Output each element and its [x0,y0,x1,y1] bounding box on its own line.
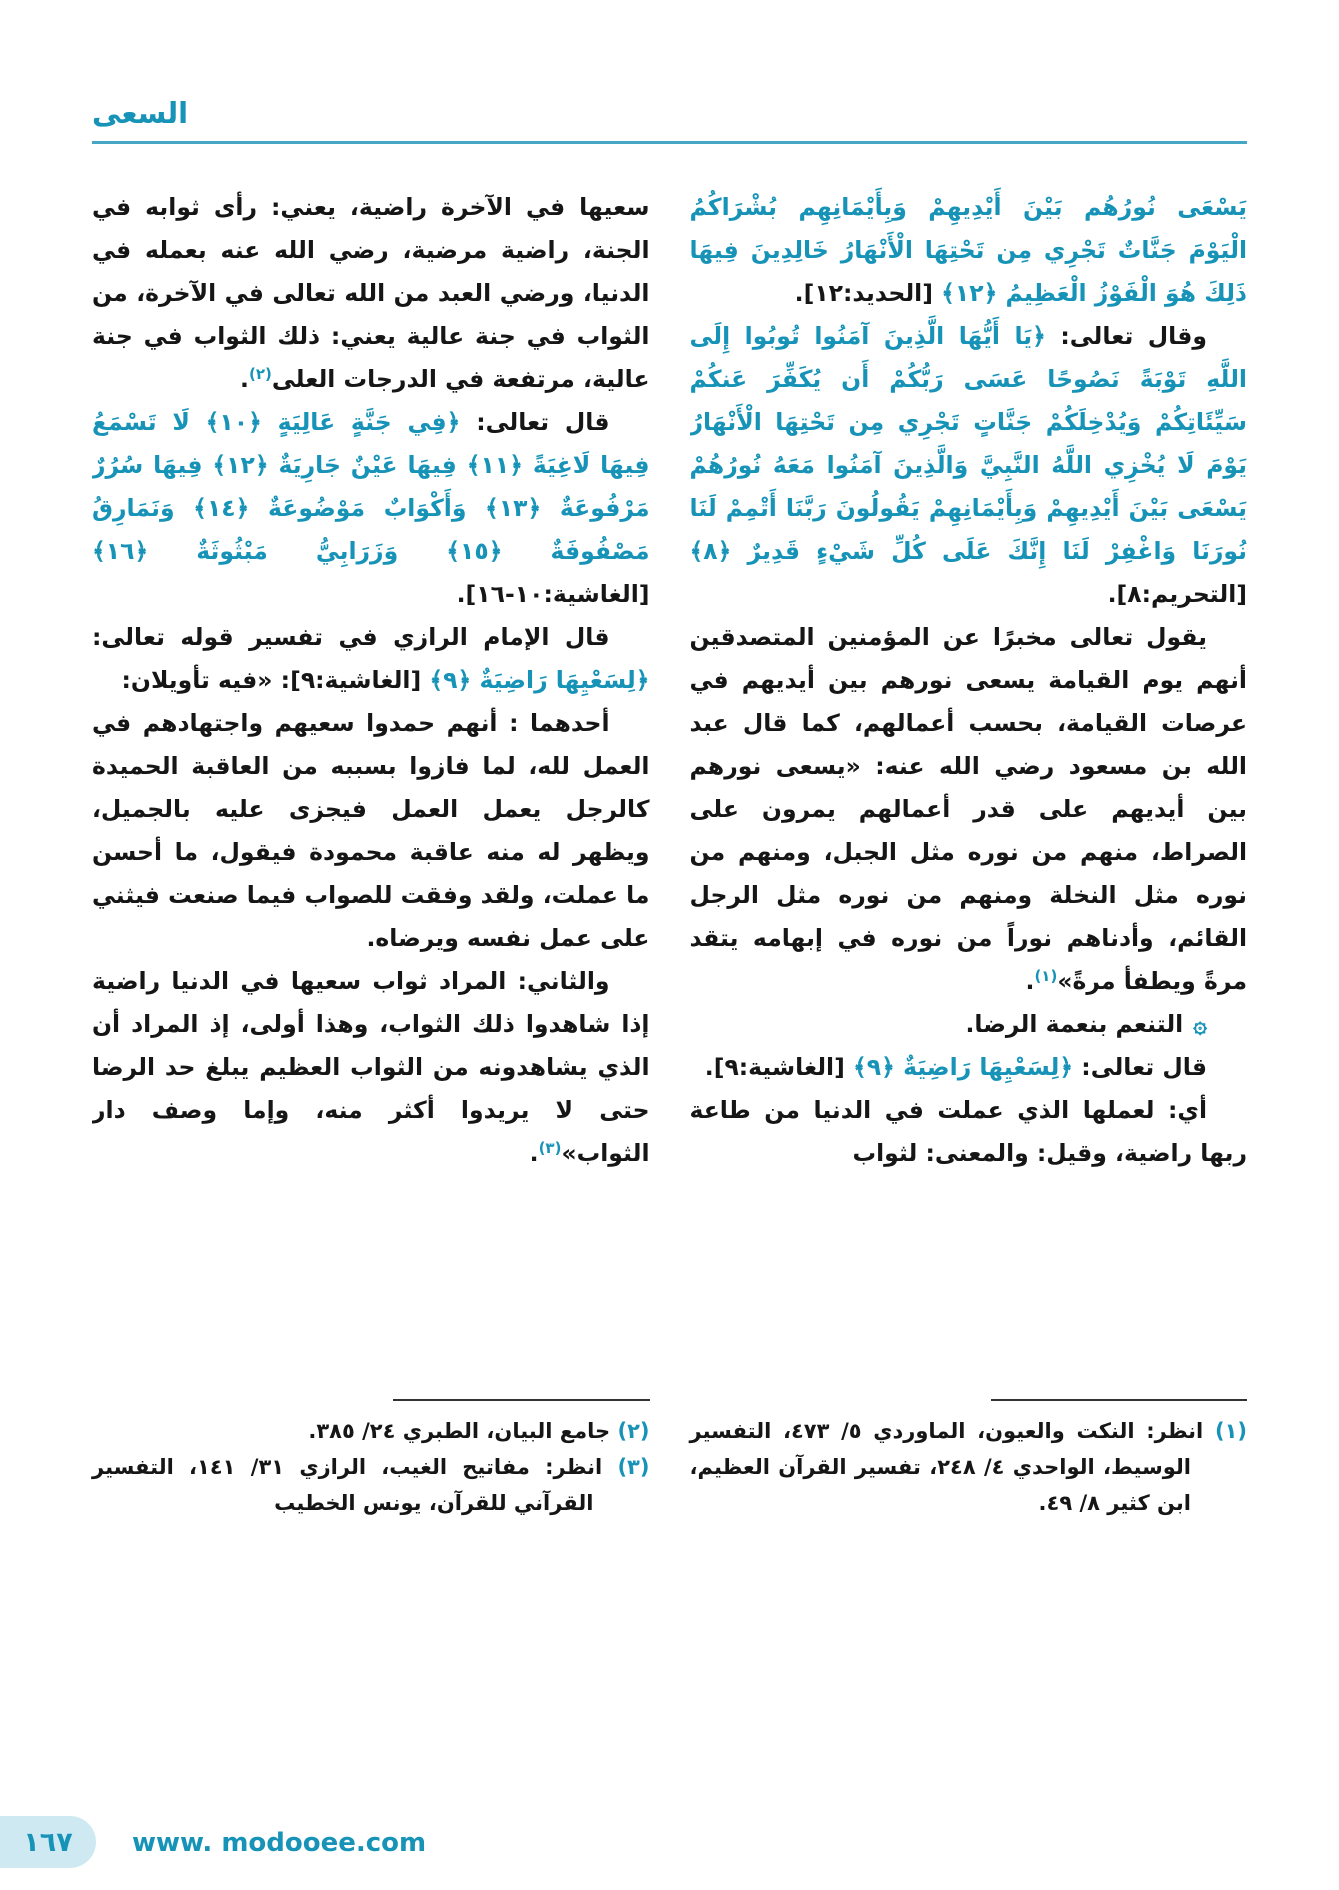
page-header [92,0,1247,144]
body-text: . [529,1138,539,1167]
quran-verse-tahrim [690,315,1248,616]
website-url: www. modooee.com [132,1828,427,1858]
body-text: . [240,364,249,393]
razi-quote-intro [92,616,650,702]
footnote-text: جامع البيان، الطبري ٢٤/ ٣٨٥. [308,1418,618,1443]
rosette-icon: ۞ [1193,1009,1207,1038]
quran-verse-text: ﴿لِسَعْيِهَا رَاضِيَةٌ ﴿٩﴾ [421,665,650,694]
continuation-paragraph [92,186,650,401]
footnote-marker: (٢) [617,1418,650,1443]
footnote [92,1413,650,1449]
footnote-ref: (٣) [538,1138,562,1157]
verse-citation [690,1046,1248,1089]
footnote-marker: (١) [1214,1418,1247,1443]
verse-reference: [الغاشية:٩]. [704,1052,845,1081]
page-header-title: السعى [92,96,189,130]
tafsir-paragraph [690,1089,1248,1175]
footnote-ref: (١) [1034,966,1058,985]
body-text: : «فيه تأويلان: [121,665,291,694]
body-text: قال الإمام الرازي في تفسير قوله تعالى: [92,622,610,651]
body-text: يقول تعالى مخبرًا عن المؤمنين المتصدقين أنهم يوم القيامة يسعى نورهم بين أيديهم في عرصات القيامة، بحسب أعمالهم، كما قال عبد الله بن مسعود رضي الله عنه: «يسعى نورهم بين أيديهم على قدر أعمالهم يمرون على الصراط، منهم من نوره مثل الجبل، ومنهم من نوره مثل النخلة ومنهم من نوره مثل الرجل القائم، وأدناهم نوراً من نوره في إبهامه يتقد مرةً ويطفأ مرةً» [689,622,1247,995]
verse-reference: [الغاشية:١٠-١٦]. [456,579,650,608]
footnote-divider [393,1399,649,1401]
page-body [92,186,1247,1521]
body-text: والثاني: المراد ثواب سعيها في الدنيا راضية إذا شاهدوا ذلك الثواب، وهذا أولى، إذ المراد أن الذي يشاهدونه من الثواب العظيم يبلغ حد الرضا حتى لا يريدوا أكثر منه، وإما وصف دار الثواب» [92,966,650,1167]
footnote-text: انظر: مفاتيح الغيب، الرازي ٣١/ ١٤١، التفسير القرآني للقرآن، يونس الخطيب [92,1454,618,1515]
second-interpretation [92,960,650,1175]
quran-verse-text: يَسْعَى نُورُهُم بَيْنَ أَيْدِيهِمْ وَبِأَيْمَانِهِم بُشْرَاكُمُ الْيَوْمَ جَنَّاتٌ تَجْرِي مِن تَحْتِهَا الْأَنْهَارُ خَالِدِينَ فِيهَا ذَلِكَ هُوَ الْفَوْزُ الْعَظِيمُ ﴿١٢﴾ [689,192,1247,307]
left-column-body [92,186,650,1395]
quran-verse-text: ﴿فِي جَنَّةٍ عَالِيَةٍ ﴿١٠﴾ لَا تَسْمَعُ فِيهَا لَاغِيَةً ﴿١١﴾ فِيهَا عَيْنٌ جَارِيَةٌ ﴿١٢﴾ فِيهَا سُرُرٌ مَرْفُوعَةٌ ﴿١٣﴾ وَأَكْوَابٌ مَوْضُوعَةٌ ﴿١٤﴾ وَنَمَارِقُ مَصْفُوفَةٌ ﴿١٥﴾ وَزَرَابِيُّ مَبْثُوثَةٌ ﴿١٦﴾ [92,407,650,565]
first-interpretation [92,702,650,960]
section-heading [690,1003,1248,1046]
right-footnotes [690,1395,1248,1521]
right-column [690,186,1248,1521]
footnote-marker: (٣) [617,1454,650,1479]
left-column [92,186,650,1521]
verse-intro-text: وقال تعالى: [1045,321,1207,350]
footnote [92,1449,650,1521]
body-text: أحدهما : أنهم حمدوا سعيهم واجتهادهم في العمل لله، لما فازوا بسببه من العاقبة الحميدة كالرجل يعمل العمل فيجزى عليه بالجميل، ويظهر له منه عاقبة محمودة فيقول، ما أحسن ما عملت، ولقد وفقت للصواب فيما صنعت فيثني على عمل نفسه ويرضاه. [92,708,650,952]
footnote [690,1413,1248,1521]
page-number: ١٦٧ [23,1826,73,1858]
verse-intro-text: قال تعالى: [460,407,610,436]
verse-reference: [الحديد:١٢]. [794,278,933,307]
body-text: سعيها في الآخرة راضية، يعني: رأى ثوابه في الجنة، راضية مرضية، رضي الله عنه بعمله في الدنيا، ورضي العبد من الله تعالى في الآخرة، من الثواب في جنة عالية يعني: ذلك الثواب في جنة عالية، مرتفعة في الدرجات العلى [92,192,650,393]
quran-verse-ghashiya-range [92,401,650,616]
footnote-ref: (٢) [248,364,272,383]
quran-verse-text: ﴿يَا أَيُّهَا الَّذِينَ آمَنُوا تُوبُوا إِلَى اللَّهِ تَوْبَةً نَصُوحًا عَسَى رَبُّكُمْ أَن يُكَفِّرَ عَنكُمْ سَيِّئَاتِكُمْ وَيُدْخِلَكُمْ جَنَّاتٍ تَجْرِي مِن تَحْتِهَا الْأَنْهَارُ يَوْمَ لَا يُخْزِي اللَّهُ النَّبِيَّ وَالَّذِينَ آمَنُوا مَعَهُ نُورُهُمْ يَسْعَى بَيْنَ أَيْدِيهِمْ وَبِأَيْمَانِهِمْ يَقُولُونَ رَبَّنَا أَتْمِمْ لَنَا نُورَنَا وَاغْفِرْ لَنَا إِنَّكَ عَلَى كُلِّ شَيْءٍ قَدِيرٌ ﴿٨﴾ [689,321,1247,565]
footnote-divider [991,1399,1247,1401]
header-divider [92,141,1247,144]
page-number-band [0,1816,96,1868]
quran-verse-hadid [690,186,1248,315]
right-column-body [690,186,1248,1395]
verse-reference: [الغاشية:٩] [290,665,422,694]
verse-intro-text: قال تعالى: [1073,1052,1207,1081]
left-footnotes [92,1395,650,1521]
section-heading-text: التنعم بنعمة الرضا. [965,1009,1184,1038]
footnote-text: انظر: النكت والعيون، الماوردي ٥/ ٤٧٣، التفسير الوسيط، الواحدي ٤/ ٢٤٨، تفسير القرآن العظيم، ابن كثير ٨/ ٤٩. [689,1418,1215,1515]
commentary-paragraph [690,616,1248,1003]
body-text: أي: لعملها الذي عملت في الدنيا من طاعة ربها راضية، وقيل: والمعنى: لثواب [689,1095,1247,1167]
body-text: . [1025,966,1035,995]
quran-verse-text: ﴿لِسَعْيِهَا رَاضِيَةٌ ﴿٩﴾ [844,1052,1074,1081]
verse-reference: [التحريم:٨]. [1107,579,1247,608]
